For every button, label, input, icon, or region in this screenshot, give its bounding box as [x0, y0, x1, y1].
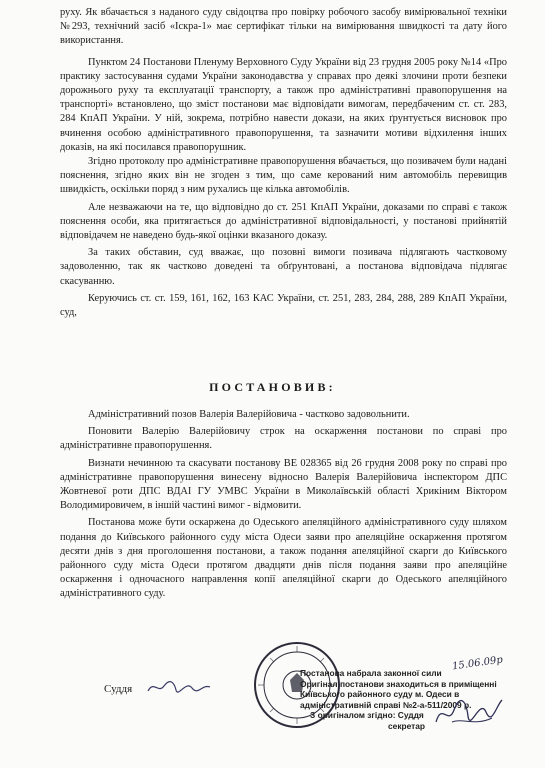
paragraph-circumstances: За таких обставин, суд вважає, що позовні вимоги позивача підлягають частковому задоволенню, так як частково доведені та обґрунтовані, а постанова відповідача підлягає скасуванню. [60, 247, 507, 287]
paragraph-guided-by: Керуючись ст. ст. 159, 161, 162, 163 КАС України, ст. 251, 283, 284, 288, 289 КпАП України, суд, [60, 292, 507, 319]
paragraph-appeal: Постанова може бути оскаржена до Одеського апеляційного адміністративного суду шляхом подання до Київського районного суду міста Одеси заяви про апеляційне оскарження протягом десяти днів з дня проголошення постанови, а також подання апеляційної скарги до Київського районного суду міста Одеси протягом двадцяти днів після подання заяви про апеляційне оскарження і одночасного направлення копії апеляційної скарги до Одеського апеляційного адміністративного суду. [60, 517, 507, 600]
judge-signature-icon [146, 676, 212, 698]
paragraph-protocol: Згідно протоколу про адміністративне правопорушення вбачається, що позивачем були надані пояснення, згідно яких він не згоден з тим, що саме керований ним автомобіль перевищив швидкість, оскільки поряд з ним рухались ще кілька автомобілів. [60, 156, 507, 196]
paragraph-claim: Адміністративний позов Валерія Валерійовича - частково задовольнити. [88, 409, 410, 420]
stamp-line: Київського районного суду м. Одеси в [300, 689, 460, 700]
main-text-bottom [60, 408, 507, 602]
paragraph-continuation: руху. Як вбачається з наданого суду свідоцтва про повірку робочого засобу вимірювальної техніки №293, технічний засіб «Іскра-1» має сертифікат тільки на вимірювання швидкості та дату його використання. [60, 7, 507, 47]
stamp-line: Постанова набрала законної сили [300, 668, 442, 678]
main-text-top [60, 6, 507, 320]
stamp-line: З оригіналом згідно: Суддя [310, 710, 424, 721]
judge-label: Суддя [104, 683, 133, 695]
stamp-line: секретар [388, 720, 426, 731]
paragraph-renew-term: Поновити Валерію Валерійовичу строк на оскарження постанови по справі про адміністративне правопорушення. [60, 426, 507, 452]
resolution-heading: ПОСТАНОВИВ: [209, 380, 336, 394]
secretary-signature-icon [432, 692, 504, 732]
stamp-line: Оригінал постанови знаходиться в приміщенні [300, 678, 497, 689]
paragraph-evidence: Але незважаючи на те, що відповідно до ст. 251 КпАП України, доказами по справі є також пояснення особи, яка притягається до адміністративної відповідальності, у постанові прийнятій відповідачем не наведено будь-якої оцінки вказаного доказу. [60, 201, 507, 242]
handwritten-date: 15.06.09р [451, 654, 504, 673]
stamp-line: адміністративній справі №2-а-511/2009 р. [300, 699, 472, 710]
paragraph-cancel-resolution: Визнати нечинною та скасувати постанову ВЕ 028365 від 26 грудня 2008 року по справі про адміністративне правопорушення винесену відносно Валерія Валерійовича інспектором ДПС Жовтневої роти ДПС ВДАІ ГУ УМВС України в Миколаївській області Хрикіним Віктором Володимировичем, в іншій частині вимог - відмовити. [60, 457, 507, 512]
paragraph-plenum-resolution: Пунктом 24 Постанови Пленуму Верховного Суду України від 23 грудня 2005 року №14 «Про практику застосування судами України законодавства у справах про деякі злочини проти безпеки дорожнього руху та експлуатації транспорту, а також про адміністративні правопорушення на транспорті» встановлено, що зміст постанови має відповідати вимогам, передбаченим ст. ст. 283, 284 КпАП України. У ній, зокрема, потрібно навести докази, на яких ґрунтується висновок про вчинення особою адміністративного правопорушення, та зазначити мотиви відхилення інших доказів, на які посилався правопорушник. [60, 56, 507, 153]
